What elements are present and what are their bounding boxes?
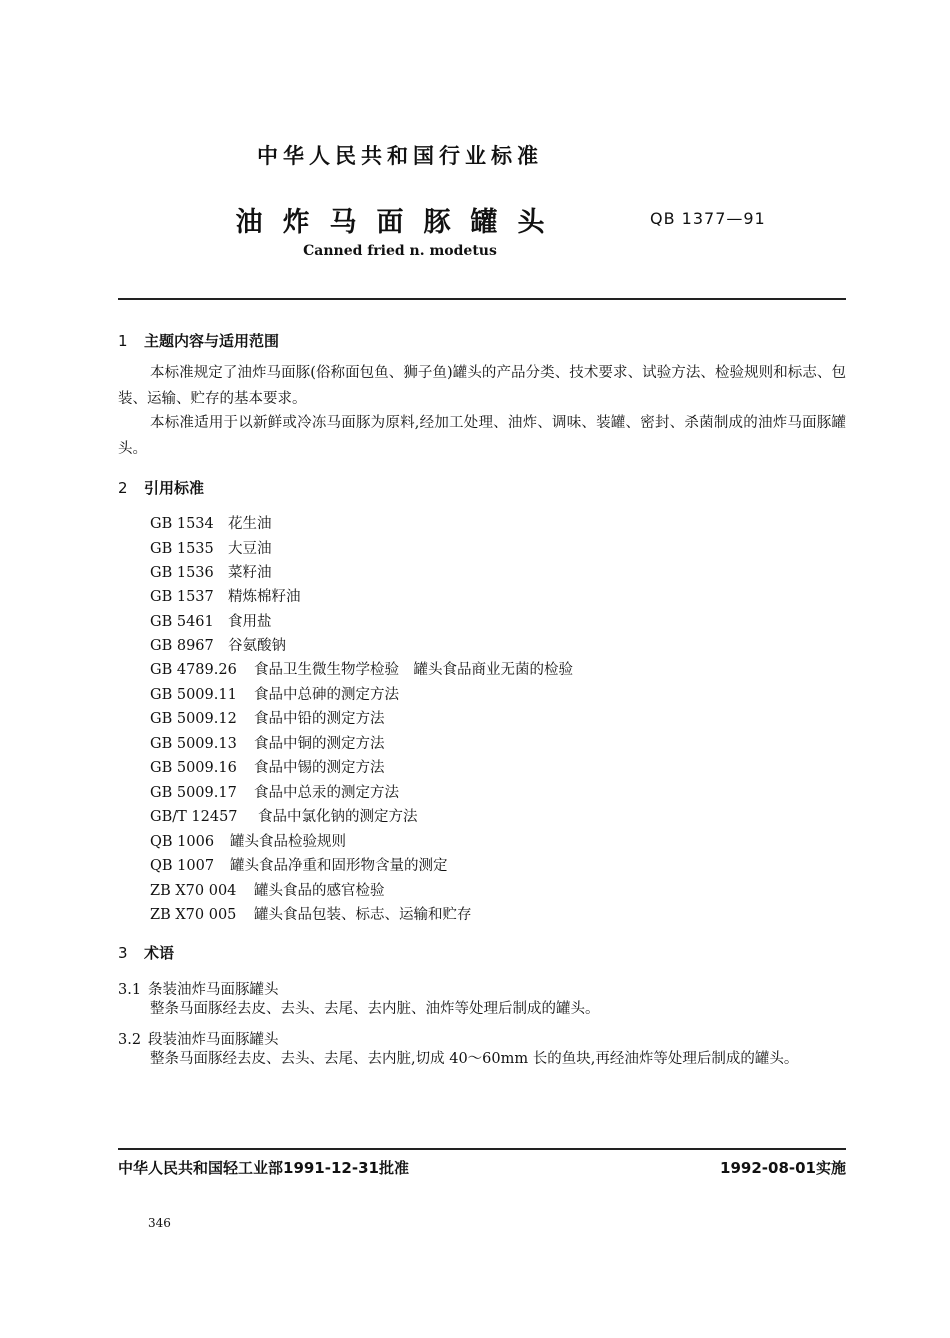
section-title: 主题内容与适用范围 — [144, 332, 280, 350]
reference-name: 食品中总汞的测定方法 — [254, 785, 399, 801]
section-title: 术语 — [144, 944, 175, 962]
term-title: 条装油炸马面豚罐头 — [148, 982, 279, 998]
reference-item — [150, 561, 272, 582]
reference-item — [150, 830, 346, 851]
reference-code: GB 5009.11 — [150, 687, 237, 703]
section-heading-3 — [118, 942, 174, 963]
industry-standard-heading: 中华人民共和国行业标准 — [257, 144, 543, 168]
section-heading-2 — [118, 477, 204, 498]
reference-name: 罐头食品检验规则 — [230, 834, 346, 850]
reference-code: GB 1537 — [150, 589, 214, 605]
section-1-paragraph-2: 本标准适用于以新鲜或冷冻马面豚为原料,经加工处理、油炸、调味、装罐、密封、杀菌制成的油炸马面豚罐头。 — [118, 415, 846, 457]
reference-item — [150, 610, 272, 631]
section-heading-1 — [118, 330, 279, 351]
term-definition-3-2: 整条马面豚经去皮、去头、去尾、去内脏,切成 40～60mm 长的鱼块,再经油炸等处理后制成的罐头。 — [150, 1051, 799, 1067]
term-number: 3.2 — [118, 1032, 142, 1048]
reference-code: ZB X70 004 — [150, 883, 237, 899]
implementation-date: 1992-08-01实施 — [720, 1159, 846, 1177]
reference-code: GB 1535 — [150, 541, 214, 557]
reference-name: 花生油 — [228, 516, 272, 532]
reference-name: 罐头食品包装、标志、运输和贮存 — [254, 907, 472, 923]
reference-name: 罐头食品净重和固形物含量的测定 — [230, 858, 448, 874]
reference-name: 精炼棉籽油 — [228, 589, 301, 605]
reference-code: QB 1007 — [150, 858, 215, 874]
reference-item — [150, 781, 399, 802]
term-definition-3-1: 整条马面豚经去皮、去头、去尾、去内脏、油炸等处理后制成的罐头。 — [150, 1001, 600, 1017]
reference-item — [150, 879, 385, 900]
reference-item — [150, 683, 399, 704]
reference-code: GB 5009.16 — [150, 760, 237, 776]
reference-item — [150, 805, 418, 826]
reference-code: ZB X70 005 — [150, 907, 237, 923]
reference-name: 食品中总砷的测定方法 — [254, 687, 399, 703]
section-title: 引用标准 — [144, 479, 205, 497]
reference-name: 罐头食品的感官检验 — [254, 883, 385, 899]
reference-code: GB 1536 — [150, 565, 214, 581]
reference-name: 大豆油 — [228, 541, 272, 557]
reference-code: GB 4789.26 — [150, 662, 237, 678]
reference-item — [150, 756, 385, 777]
reference-item — [150, 658, 573, 679]
footer-divider — [118, 1148, 846, 1150]
reference-name: 菜籽油 — [228, 565, 272, 581]
reference-code: GB 8967 — [150, 638, 214, 654]
english-subtitle: Canned fried n. modetus — [303, 243, 497, 259]
reference-code: GB 5009.17 — [150, 785, 237, 801]
reference-code: GB 1534 — [150, 516, 214, 532]
reference-item — [150, 903, 472, 924]
reference-code: GB 5461 — [150, 614, 214, 630]
reference-code: GB 5009.13 — [150, 736, 237, 752]
reference-name: 食用盐 — [228, 614, 272, 630]
reference-name: 谷氨酸钠 — [228, 638, 286, 654]
section-number: 1 — [118, 332, 128, 350]
reference-item — [150, 732, 385, 753]
reference-name: 食品中氯化钠的测定方法 — [258, 809, 418, 825]
section-number: 2 — [118, 479, 128, 497]
reference-name: 食品中铅的测定方法 — [254, 711, 385, 727]
reference-name: 食品中锡的测定方法 — [254, 760, 385, 776]
reference-item — [150, 537, 272, 558]
reference-item — [150, 707, 385, 728]
term-number: 3.1 — [118, 982, 142, 998]
reference-item — [150, 512, 272, 533]
reference-item — [150, 585, 301, 606]
reference-name: 食品卫生微生物学检验 罐头食品商业无菌的检验 — [254, 662, 573, 678]
reference-code: GB/T 12457 — [150, 809, 238, 825]
reference-name: 食品中铜的测定方法 — [254, 736, 385, 752]
page-number: 346 — [148, 1216, 171, 1230]
header-divider — [118, 298, 846, 300]
reference-code: QB 1006 — [150, 834, 215, 850]
approval-note: 中华人民共和国轻工业部1991-12-31批准 — [118, 1159, 409, 1177]
section-1-paragraph-1: 本标准规定了油炸马面豚(俗称面包鱼、狮子鱼)罐头的产品分类、技术要求、试验方法、检验规则和标志、包装、运输、贮存的基本要求。 — [118, 365, 846, 407]
reference-code: GB 5009.12 — [150, 711, 237, 727]
reference-item — [150, 854, 448, 875]
document-title: 油炸马面豚罐头 — [235, 207, 565, 238]
standard-code: QB 1377—91 — [650, 209, 766, 228]
term-title: 段装油炸马面豚罐头 — [148, 1032, 279, 1048]
reference-item — [150, 634, 286, 655]
section-number: 3 — [118, 944, 128, 962]
